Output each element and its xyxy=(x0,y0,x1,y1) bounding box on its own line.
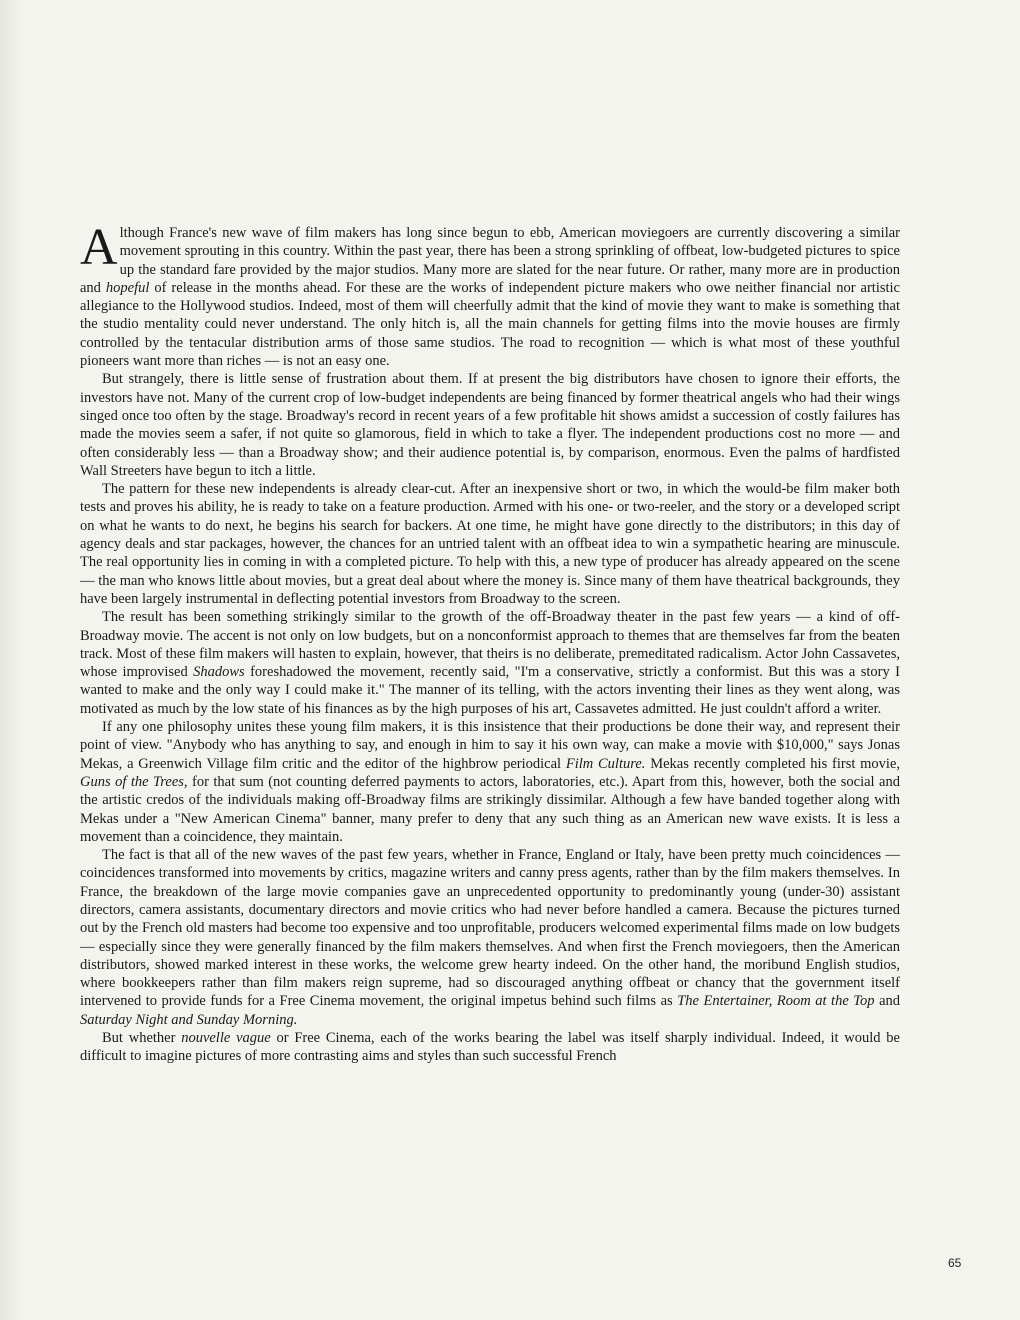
paragraph-text: If any one philosophy unites these young film makers, it is this insistence that their productions be done their way, and represent their point of view. "Anybody who has anything to say, and enough in him to say it his own way, can make a movie with $10,000," says Jonas Mekas, a Greenwich Village film critic and the editor of the highbrow periodical xyxy=(80,719,900,772)
periodical-title: Film Culture. xyxy=(565,755,646,772)
article-body xyxy=(80,219,901,1066)
paragraph-5 xyxy=(80,718,900,846)
paragraph-text: The fact is that all of the new waves of the past few years, whether in France, England or Italy, have been pretty much coincidences — coincidences transformed into movements by critics, magazine writers and canny press agents, rather than by the film makers themselves. In France, the breakdown of the large movie companies gave an unprecedented opportunity to predominantly young (under-30) assistant directors, camera assistants, documentary directors and movie critics who had never before handled a camera. Because the pictures turned out by the French old masters had become too expensive and too unprofitable, producers welcomed experimental films made on low budgets — especially since they were generally financed by the film makers themselves. And when first the French moviegoers, then the American distributors, showed marked interest in these works, the welcome grew hearty indeed. On the other hand, the moribund English studios, where bookkeepers rather than film makers reign supreme, had so discouraged anything offbeat or chancy that the government itself intervened to provide funds for a Free Cinema movement, the original impetus behind such films as xyxy=(80,847,900,1010)
film-title: Shadows xyxy=(193,664,245,681)
paragraph-2: But strangely, there is little sense of frustration about them. If at present the big distributors have chosen to ignore their efforts, the investors have not. Many of the current crop of low-budget independents are being financed by former theatrical angels who had their wings singed once too often by the stage. Broadway's record in recent years of a few profitable hit shows amidst a succession of costly failures has made the movies seem a safer, if not quite so glamorous, field in which to take a flyer. The independent productions cost no more — and often considerably less — than a Broadway show; and their audience potential is, by comparison, enormous. Even the palms of hardfisted Wall Streeters have begun to itch a little. xyxy=(80,371,900,479)
paragraph-text: lthough France's new wave of film makers has long since begun to ebb, American moviegoers are currently discovering a similar movement sprouting in this country. Within the past year, there has been a strong sprinkling of offbeat, low-budgeted pictures to spice up the standard fare provided by the major studios. Many more are slated for the near future. Or rather, many more are in production and xyxy=(80,225,900,296)
paragraph-text: But whether xyxy=(102,1030,182,1047)
italic-emphasis: hopeful xyxy=(105,279,150,296)
paragraph-3: The pattern for these new independents is already clear-cut. After an inexpensive short or two, in which the would-be film maker both tests and proves his ability, he is ready to take on a feature production. Armed with his one- or two-reeler, and the story or a developed script on what he wants to do next, he begins his search for backers. At one time, he might have gone directly to the distributors; in this day of agency deals and star packages, however, the chances for an untried talent with an offbeat idea to win a sympathetic hearing are minuscule. The real opportunity lies in coming in with a completed picture. To help with this, a new type of producer has already appeared on the scene — the man who knows little about movies, but a great deal about where the money is. Since many of them have theatrical backgrounds, they have been largely instrumental in deflecting potential investors from Broadway to the screen. xyxy=(80,481,900,607)
paragraph-text: The result has been something strikingly similar to the growth of the off-Broadway theater in the past few years — a kind of off-Broadway movie. The accent is not only on low budgets, but on a nonconformist approach to themes that are themselves far from the beaten track. Most of these film makers will hasten to explain, however, that theirs is no deliberate, premeditated radicalism. Actor John Cassavetes, whose improvised xyxy=(80,609,900,681)
paragraph-1 xyxy=(80,219,900,370)
paragraph-text: and xyxy=(874,993,900,1010)
drop-cap: A xyxy=(80,219,118,276)
paragraph-4 xyxy=(80,608,900,718)
paragraph-text: of release in the months ahead. For these are the works of independent picture makers who owe neither financial nor artistic allegiance to the Hollywood studios. Indeed, most of them will cheerfully admit that the kind of movie they want to make is something that the studio mentality could never understand. The only hitch is, all the main channels for getting films into the movie houses are firmly controlled by the tentacular distribution arms of those same studios. The road to recognition — which is what most of these youthful pioneers want more than riches — is not an easy one. xyxy=(80,279,900,370)
page-number: 65 xyxy=(948,1256,962,1270)
paragraph-6 xyxy=(80,846,900,1029)
film-title: Saturday Night and Sunday Morning. xyxy=(80,1011,298,1028)
paragraph-text: for that sum (not counting deferred payments to actors, laboratories, etc.). Apart from this, however, both the social and the artistic credos of the individuals making off-Broadway films are strikingly dissimilar. Although a few have banded together along with Mekas under a "New American Cinema" banner, many prefer to deny that any such thing as an American new wave exists. It is less a movement than a coincidence, they maintain. xyxy=(80,773,900,845)
paragraph-text: Mekas recently completed his first movie, xyxy=(645,755,901,772)
movement-name: nouvelle vague xyxy=(181,1030,271,1047)
paragraph-7 xyxy=(80,1029,900,1066)
film-title: Guns of the Trees, xyxy=(80,773,188,790)
paragraph-text: foreshadowed the movement, recently said, "I'm a conservative, strictly a conformist. But this was a story I wanted to make and the only way I could make it." The manner of its telling, with the actors inventing their lines as they went along, was motivated as much by the low state of his finances as by the high purposes of his art, Cassavetes admitted. He just couldn't afford a writer. xyxy=(80,664,900,717)
paragraph-text: or Free Cinema, each of the works bearing the label was itself sharply individual. Indeed, it would be difficult to imagine pictures of more contrasting aims and styles than such successful French xyxy=(80,1030,900,1065)
film-titles: The Entertainer, Room at the Top xyxy=(677,993,875,1010)
